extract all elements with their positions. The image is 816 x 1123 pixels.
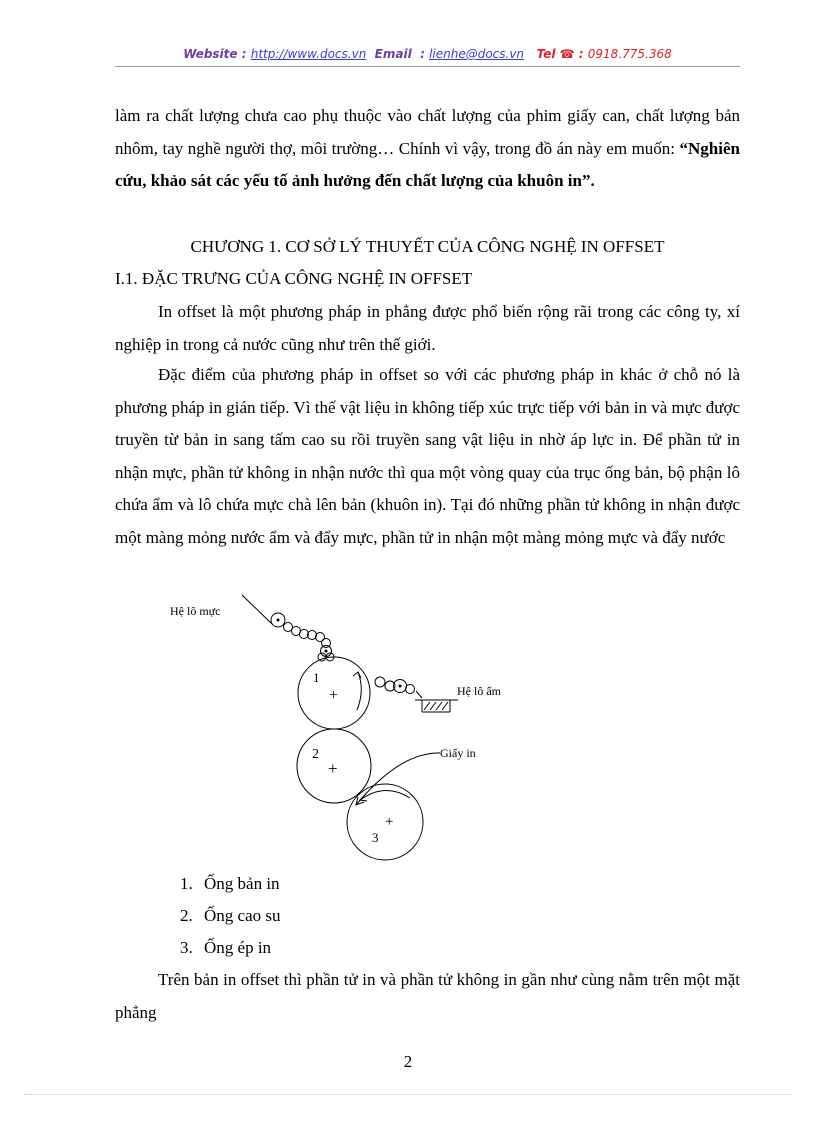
phone-label: Tel ☎ : [536, 47, 584, 61]
section-title: I.1. ĐẶC TRƯNG CỦA CÔNG NGHỆ IN OFFSET [115, 269, 473, 288]
ink-roller-label: Hệ lô mực [170, 604, 221, 618]
project-title: “Nghiên cứu, khảo sát các yếu tố ảnh hưởng đến chất lượng của khuôn in”. [115, 138, 740, 190]
phone-number: 0918.775.368 [587, 47, 672, 61]
list-item-number: 2. [180, 906, 193, 925]
water-tray [415, 700, 458, 712]
offset-press-diagram [160, 590, 540, 870]
website-link[interactable]: http://www.docs.vn [250, 47, 367, 61]
list-item [180, 900, 280, 932]
footer-divider [24, 1094, 792, 1095]
cylinder-legend-list [180, 868, 280, 964]
damp-roller-label: Hệ lô ẩm [457, 684, 501, 698]
paragraph-intro-text: làm ra chất lượng chưa cao phụ thuộc vào chất lượng của phim giấy can, chất lượng bản nhôm, tay nghề người thợ, môi trường… Chính vì vậy, trong đồ án này em muốn: [115, 106, 740, 158]
list-item [180, 932, 280, 964]
header-divider [115, 66, 740, 67]
list-item-text: Ống ép in [204, 938, 272, 957]
cylinder-1-number: 1 [313, 670, 320, 685]
list-item-number: 1. [180, 874, 193, 893]
diagram-svg [160, 590, 540, 870]
list-item-text: Ống cao su [204, 906, 281, 925]
ink-roller-leader [242, 595, 272, 624]
email-link[interactable]: lienhe@docs.vn [429, 47, 525, 61]
cylinder-3-center: + [385, 814, 394, 830]
email-separator: : [420, 47, 425, 61]
paragraph-offset-definition: In offset là một phương pháp in phẳng được phổ biến rộng rãi trong các công ty, xí nghiệp in trong cả nước cũng như trên thế giới. [115, 302, 740, 354]
cylinder-2-number: 2 [312, 747, 319, 762]
list-item-text: Ống bản in [204, 874, 280, 893]
chapter-title: CHƯƠNG 1. CƠ SỞ LÝ THUYẾT CỦA CÔNG NGHỆ IN OFFSET [190, 237, 665, 256]
cylinder-1-center: + [329, 687, 339, 704]
page-header [115, 47, 740, 61]
cylinder-2-center: + [328, 759, 338, 778]
website-label: Website : [183, 47, 247, 61]
email-label: Email [374, 47, 412, 61]
cylinder-3-number: 3 [372, 830, 379, 845]
list-item [180, 868, 280, 900]
damp-roller-chain [375, 677, 422, 698]
paragraph-offset-features: Đặc điểm của phương pháp in offset so với các phương pháp in khác ở chỗ nó là phương pháp in gián tiếp. Vì thế vật liệu in không tiếp xúc trực tiếp với bản in và mực được truyền từ bản in sang tấm cao su rồi truyền sang vật liệu in nhờ áp lực in. Để phần tử in nhận mực, phần tử không in nhận nước thì qua một vòng quay của trục ống bản, bộ phận lô chứa ẩm và lô chứa mực chà lên bản (khuôn in). Tại đó những phần tử không in nhận được một màng mỏng nước ẩm và đẩy mực, phần tử in nhận một màng mỏng mực và đẩy nước [115, 365, 740, 547]
ink-roller-chain [271, 613, 334, 661]
paragraph-intro [115, 100, 740, 198]
paragraph-plate-surface: Trên bản in offset thì phần tử in và phần tử không in gần như cùng nằm trên một mặt phẳng [115, 970, 740, 1022]
page-number: 2 [403, 1052, 413, 1071]
list-item-number: 3. [180, 938, 193, 957]
paper-label: Giấy in [440, 746, 476, 760]
